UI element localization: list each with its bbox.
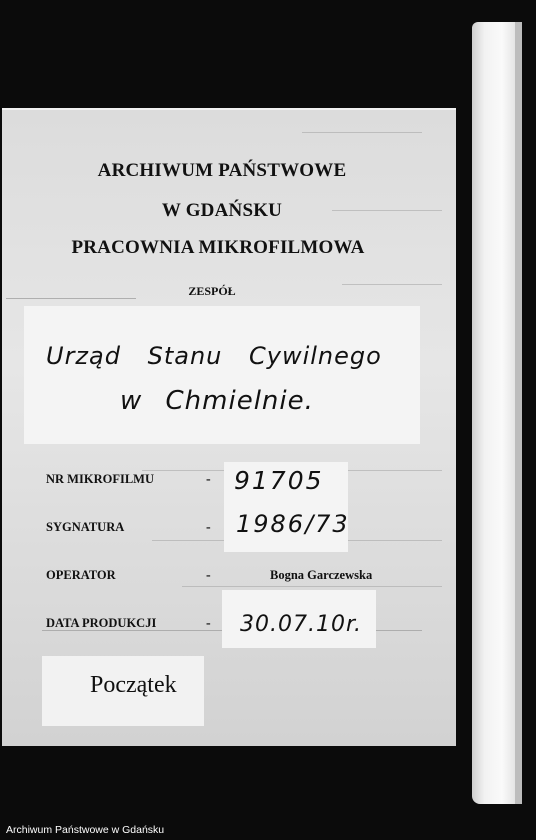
field-label-production-date: DATA PRODUKCJI — [46, 616, 157, 630]
zespol-line-1: Urząd Stanu Cywilnego — [46, 342, 382, 370]
rule-line — [302, 132, 422, 133]
field-label-operator: OPERATOR — [46, 568, 116, 582]
field-dash: - — [206, 472, 211, 487]
field-label-signature: SYGNATURA — [46, 520, 125, 534]
film-strip-edge — [515, 22, 522, 804]
lab-name: PRACOWNIA MIKROFILMOWA — [71, 237, 365, 258]
field-label-microfilm-number: NR MIKROFILMU — [46, 472, 154, 486]
field-dash: - — [206, 568, 211, 583]
production-date-value: 30.07.10r. — [240, 612, 362, 637]
footer-caption: Archiwum Państwowe w Gdańsku — [6, 824, 165, 836]
zespol-panel — [24, 306, 420, 444]
operator-value: Bogna Garczewska — [270, 568, 373, 582]
microfilm-number-value: 91705 — [234, 466, 324, 495]
rule-line — [182, 586, 442, 587]
archive-name: ARCHIWUM PAŃSTWOWE — [97, 160, 347, 181]
begin-label: Początek — [90, 672, 177, 698]
microfilm-card — [2, 108, 456, 746]
field-dash: - — [206, 520, 211, 535]
archive-city: W GDAŃSKU — [161, 200, 283, 221]
field-dash: - — [206, 616, 211, 631]
zespol-label: ZESPÓŁ — [188, 284, 236, 298]
signature-value: 1986/73 — [236, 510, 350, 538]
zespol-line-2: w Chmielnie. — [120, 386, 314, 416]
